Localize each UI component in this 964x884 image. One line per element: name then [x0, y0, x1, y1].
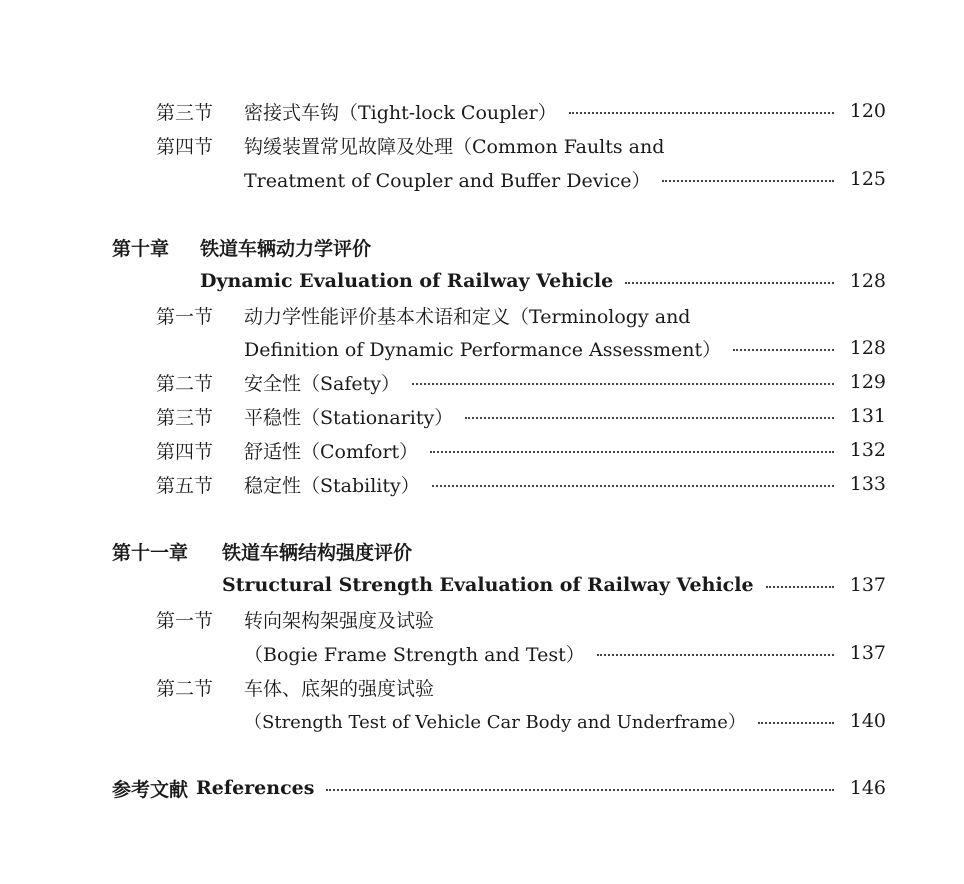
- chapter-heading[interactable]: [112, 233, 886, 261]
- section-title: 动力学性能评价基本术语和定义（Terminology and: [244, 305, 691, 328]
- section-number: 第二节: [156, 372, 214, 395]
- page-number: 120: [849, 100, 886, 122]
- dot-leader: [625, 282, 834, 284]
- chapter-title-en: Dynamic Evaluation of Railway Vehicle: [200, 270, 614, 292]
- toc-entry-continuation[interactable]: [244, 707, 886, 735]
- section-title-continued: （Bogie Frame Strength and Test）: [244, 643, 585, 666]
- section-title: 平稳性（Stationarity）: [244, 406, 454, 429]
- toc-entry[interactable]: [156, 131, 886, 159]
- dot-leader: [432, 485, 834, 487]
- page-number: 146: [849, 777, 886, 799]
- section-number: 第一节: [156, 305, 214, 328]
- chapter-number: 第十章: [112, 237, 170, 260]
- page-number: 140: [849, 710, 886, 732]
- section-title: 转向架构架强度及试验: [244, 609, 435, 632]
- section-title: 稳定性（Stability）: [244, 474, 420, 497]
- section-number: 第四节: [156, 440, 214, 463]
- chapter-heading-en[interactable]: [222, 571, 886, 599]
- section-title: 车体、底架的强度试验: [244, 677, 435, 700]
- chapter-title-cn: 铁道车辆结构强度评价: [222, 541, 413, 564]
- toc-entry[interactable]: [156, 470, 886, 498]
- section-title: 舒适性（Comfort）: [244, 440, 419, 463]
- page-number: 137: [849, 574, 886, 596]
- page-number: 129: [849, 371, 886, 393]
- toc-entry-references[interactable]: [112, 774, 886, 802]
- page-number: 133: [849, 473, 886, 495]
- chapter-title-cn: 铁道车辆动力学评价: [200, 237, 372, 260]
- page-number: 131: [849, 405, 886, 427]
- toc-entry[interactable]: [156, 301, 886, 329]
- section-number: 第三节: [156, 406, 214, 429]
- section-number: 第五节: [156, 474, 214, 497]
- chapter-heading[interactable]: [112, 537, 886, 565]
- toc-entry[interactable]: [156, 402, 886, 430]
- chapter-heading-en[interactable]: [200, 267, 886, 295]
- section-title-continued: Treatment of Coupler and Buffer Device）: [244, 169, 651, 192]
- references-title-cn: 参考文献: [112, 778, 189, 801]
- toc-entry[interactable]: [156, 605, 886, 633]
- references-title-en: References: [196, 777, 315, 799]
- dot-leader: [465, 417, 834, 419]
- dot-leader: [412, 383, 834, 385]
- toc-entry[interactable]: [156, 368, 886, 396]
- section-title-continued: Definition of Dynamic Performance Assessment）: [244, 338, 722, 361]
- dot-leader: [326, 789, 834, 791]
- section-number: 第三节: [156, 101, 214, 124]
- section-number: 第四节: [156, 135, 214, 158]
- section-number: 第二节: [156, 677, 214, 700]
- toc-entry-continuation[interactable]: [244, 334, 886, 362]
- page-number: 128: [849, 337, 886, 359]
- section-title: 安全性（Safety）: [244, 372, 400, 395]
- page-number: 125: [849, 168, 886, 190]
- dot-leader: [758, 722, 834, 724]
- page-number: 132: [849, 439, 886, 461]
- chapter-number: 第十一章: [112, 541, 189, 564]
- toc-entry[interactable]: [156, 436, 886, 464]
- section-title: 密接式车钩（Tight-lock Coupler）: [244, 101, 557, 124]
- dot-leader: [662, 180, 834, 182]
- page-number: 128: [849, 270, 886, 292]
- toc-entry-continuation[interactable]: [244, 165, 886, 193]
- toc-entry[interactable]: [156, 97, 886, 125]
- dot-leader: [569, 112, 834, 114]
- dot-leader: [430, 451, 834, 453]
- toc-entry-continuation[interactable]: [244, 639, 886, 667]
- dot-leader: [733, 349, 834, 351]
- page-number: 137: [849, 642, 886, 664]
- chapter-title-en: Structural Strength Evaluation of Railway Vehicle: [222, 574, 754, 596]
- section-number: 第一节: [156, 609, 214, 632]
- section-title: 钩缓装置常见故障及处理（Common Faults and: [244, 135, 665, 158]
- dot-leader: [597, 654, 834, 656]
- section-title-continued: （Strength Test of Vehicle Car Body and Underframe）: [244, 712, 746, 733]
- dot-leader: [766, 586, 834, 588]
- toc-entry[interactable]: [156, 673, 886, 701]
